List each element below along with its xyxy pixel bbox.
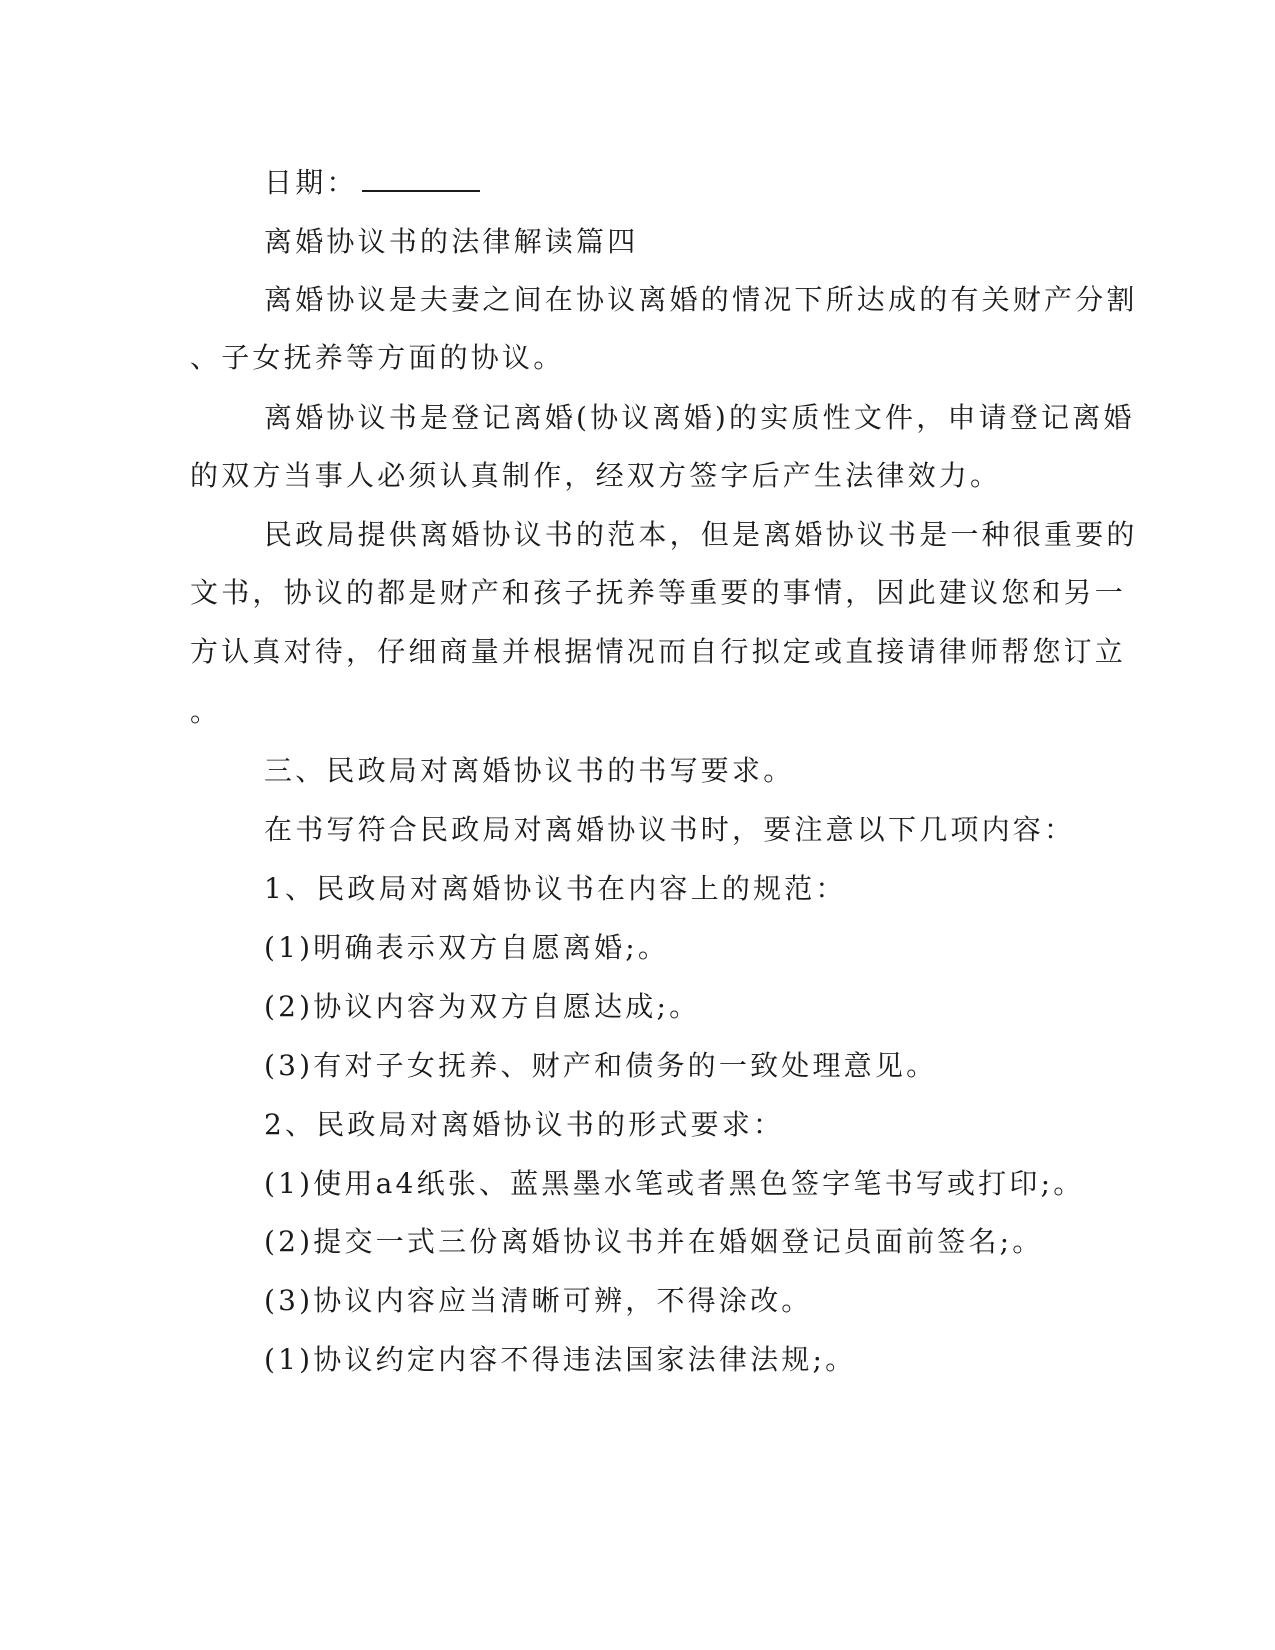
date-label: 日期：	[264, 166, 358, 199]
item-1-title: 1、民政局对离婚协议书在内容上的规范：	[264, 872, 847, 905]
item-1-b: (2)协议内容为双方自愿达成;。	[264, 990, 701, 1023]
item-2-b: (2)提交一式三份离婚协议书并在婚姻登记员面前签名;。	[264, 1225, 1044, 1258]
paragraph-3-line-3: 方认真对待，仔细商量并根据情况而自行拟定或直接请律师帮您订立	[190, 635, 1127, 668]
item-2-c: (3)协议内容应当清晰可辨，不得涂改。	[264, 1284, 813, 1317]
item-2-a: (1)使用a4纸张、蓝黑墨水笔或者黑色签字笔书写或打印;。	[264, 1167, 1085, 1200]
paragraph-2-line-2: 的双方当事人必须认真制作，经双方签字后产生法律效力。	[190, 459, 1002, 492]
paragraph-3-line-4: 。	[190, 695, 222, 728]
section-heading: 离婚协议书的法律解读篇四	[264, 225, 639, 258]
section-3-title: 三、民政局对离婚协议书的书写要求。	[264, 754, 795, 787]
paragraph-3-line-2: 文书，协议的都是财产和孩子抚养等重要的事情，因此建议您和另一	[190, 576, 1127, 609]
item-1-a: (1)明确表示双方自愿离婚;。	[264, 931, 670, 964]
paragraph-2-line-1: 离婚协议书是登记离婚(协议离婚)的实质性文件，申请登记离婚	[264, 401, 1135, 434]
intro-paragraph: 在书写符合民政局对离婚协议书时，要注意以下几项内容：	[264, 813, 1076, 846]
item-3-a: (1)协议约定内容不得违法国家法律法规;。	[264, 1343, 857, 1376]
item-1-c: (3)有对子女抚养、财产和债务的一致处理意见。	[264, 1049, 938, 1082]
paragraph-1-line-1: 离婚协议是夫妻之间在协议离婚的情况下所达成的有关财产分割	[264, 283, 1138, 316]
paragraph-3-line-1: 民政局提供离婚协议书的范本，但是离婚协议书是一种很重要的	[264, 518, 1138, 551]
date-line	[264, 166, 480, 199]
item-2-title: 2、民政局对离婚协议书的形式要求：	[264, 1108, 785, 1141]
paragraph-1-line-2: 、子女抚养等方面的协议。	[190, 341, 565, 374]
date-blank	[362, 166, 480, 192]
